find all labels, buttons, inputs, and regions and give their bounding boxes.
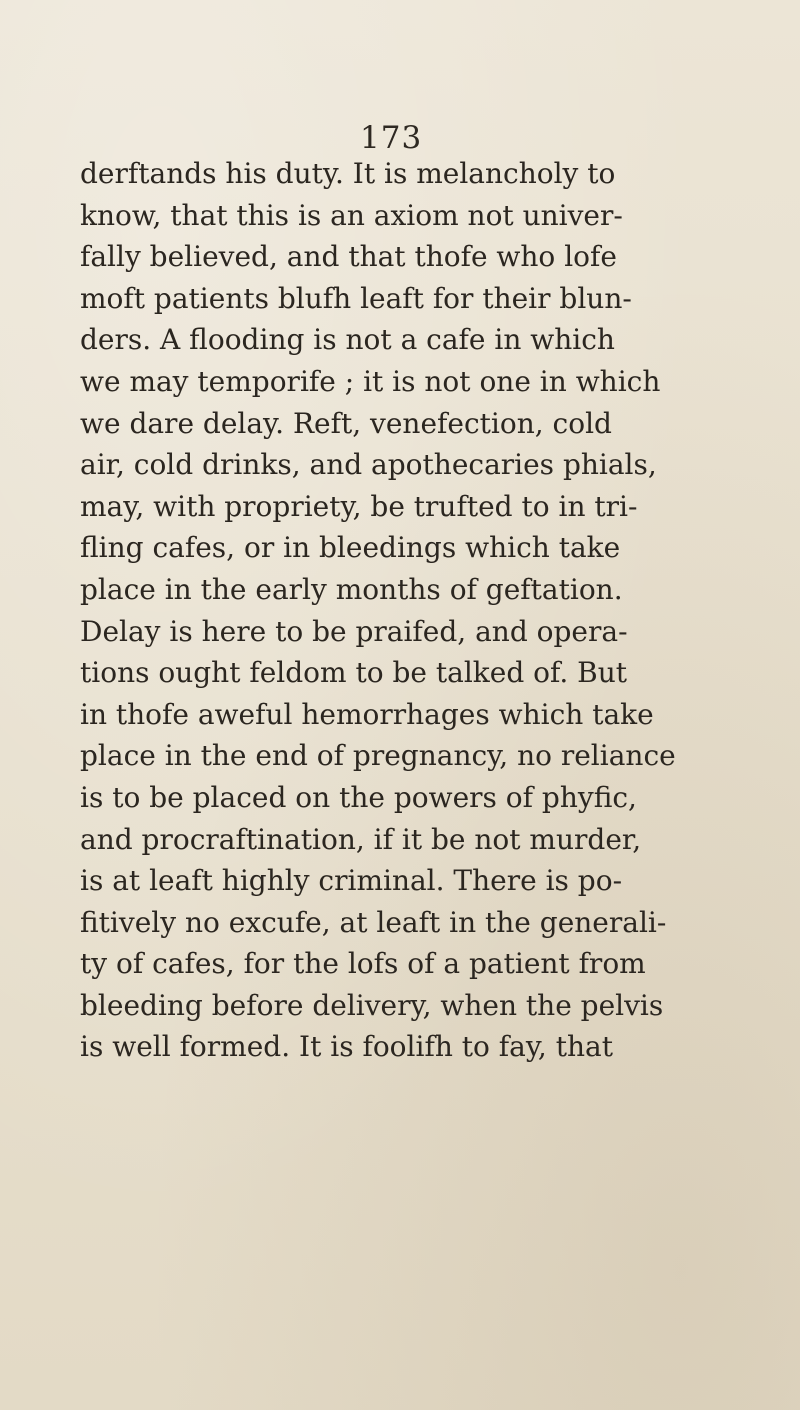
text-line: tions ought feldom to be talked of. But <box>80 656 628 690</box>
text-line: and procraftination, if it be not murder, <box>80 822 642 856</box>
text-line: bleeding before delivery, when the pelvis <box>80 988 664 1022</box>
text-line: in thofe aweful hemorrhages which take <box>80 697 654 731</box>
text-line: place in the early months of geftation. <box>80 572 623 606</box>
text-line: derftands his duty. It is melancholy to <box>80 157 616 190</box>
text-line: Delay is here to be praifed, and opera- <box>80 614 628 648</box>
page-number: 173 <box>360 120 423 156</box>
text-line: may, with propriety, be trufted to in tri- <box>80 489 638 523</box>
text-line: we dare delay. Reft, venefection, cold <box>80 406 612 440</box>
text-line: know, that this is an axiom not univer- <box>80 198 623 232</box>
text-line: is at leaft highly criminal. There is po- <box>80 864 623 898</box>
text-line: is well formed. It is foolifh to fay, that <box>80 1030 613 1064</box>
body-text <box>80 153 730 1068</box>
text-line: ders. A flooding is not a cafe in which <box>80 323 615 357</box>
text-line: place in the end of pregnancy, no reliance <box>80 739 676 773</box>
text-line: fling cafes, or in bleedings which take <box>80 531 621 565</box>
text-line: fally believed, and that thofe who lofe <box>80 240 617 274</box>
text-line: ty of cafes, for the lofs of a patient from <box>80 947 646 981</box>
text-line: air, cold drinks, and apothecaries phials, <box>80 448 657 482</box>
text-line: is to be placed on the powers of phyfic, <box>80 780 637 814</box>
text-line: fitively no excufe, at leaft in the generali- <box>80 905 667 939</box>
text-line: moft patients blufh leaft for their blun- <box>80 281 632 315</box>
text-line: we may temporife ; it is not one in which <box>80 364 661 398</box>
